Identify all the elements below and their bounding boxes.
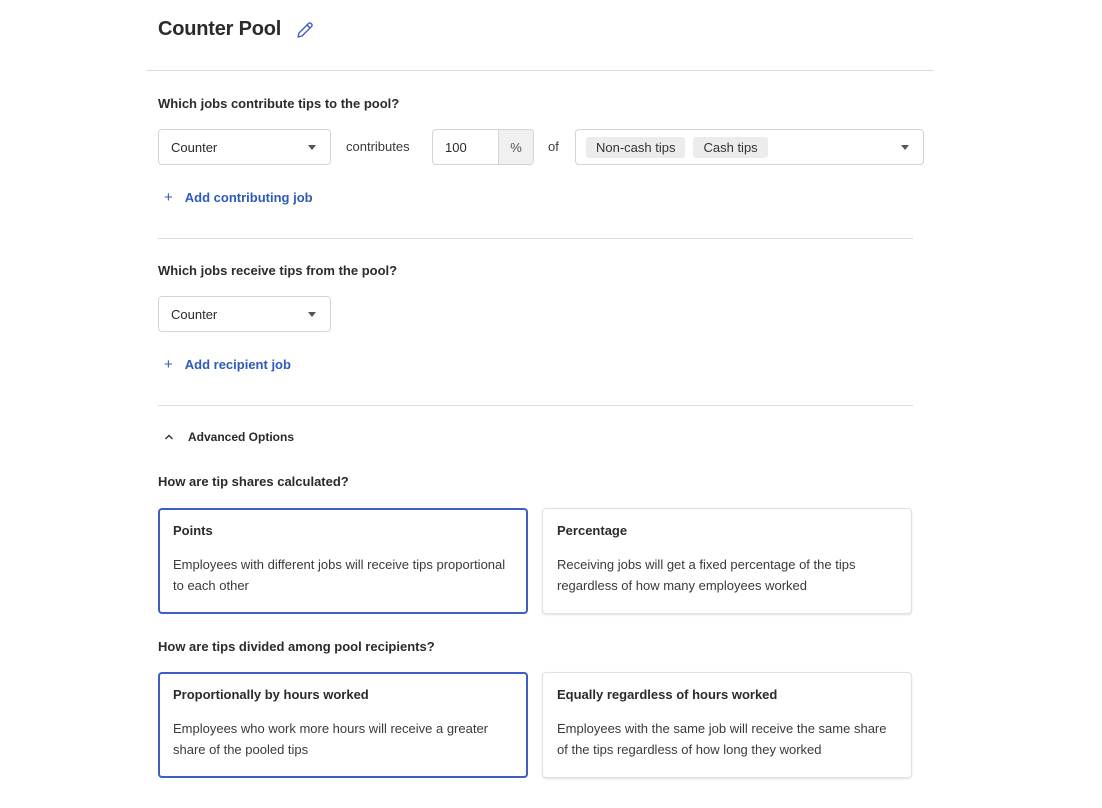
- add-contributing-job-label: Add contributing job: [184, 190, 313, 205]
- caret-down-icon: [308, 312, 316, 317]
- receive-question: Which jobs receive tips from the pool?: [158, 263, 398, 278]
- recipient-job-value: Counter: [171, 306, 218, 322]
- add-recipient-job-link[interactable]: [158, 356, 291, 373]
- chevron-up-icon: [164, 432, 174, 442]
- percent-input[interactable]: [432, 129, 534, 165]
- option-card-proportional[interactable]: [158, 672, 528, 778]
- page-title: Counter Pool: [158, 18, 282, 40]
- plus-icon: +: [164, 356, 173, 373]
- section-divider: [158, 405, 913, 406]
- caret-down-icon: [901, 145, 909, 150]
- advanced-options-toggle[interactable]: [158, 430, 294, 444]
- option-card-title: Equally regardless of hours worked: [557, 687, 778, 702]
- recipient-job-select[interactable]: [158, 296, 331, 332]
- option-card-desc: Employees who work more hours will receive a greater share of the pooled tips: [173, 721, 489, 757]
- percent-unit: %: [498, 130, 533, 164]
- section-divider: [158, 238, 913, 239]
- option-card-points[interactable]: [158, 508, 528, 614]
- option-card-percentage[interactable]: [542, 508, 912, 614]
- tip-type-chip: Non-cash tips: [586, 137, 685, 158]
- add-recipient-job-label: Add recipient job: [184, 357, 291, 372]
- option-card-title: Percentage: [557, 523, 628, 538]
- contributing-job-select[interactable]: [158, 129, 331, 165]
- contributing-job-value: Counter: [171, 139, 218, 155]
- of-label: of: [548, 139, 559, 154]
- divide-question: How are tips divided among pool recipients?: [158, 639, 435, 654]
- plus-icon: +: [164, 189, 173, 206]
- pencil-icon[interactable]: [294, 20, 316, 42]
- contribute-question: Which jobs contribute tips to the pool?: [158, 96, 400, 111]
- add-contributing-job-link[interactable]: [158, 189, 313, 206]
- calc-question: How are tip shares calculated?: [158, 474, 349, 489]
- option-card-equally[interactable]: [542, 672, 912, 778]
- contributes-label: contributes: [346, 139, 410, 154]
- header-divider: [146, 70, 934, 71]
- option-card-desc: Employees with the same job will receive the same share of the tips regardless of how long they worked: [557, 721, 887, 757]
- advanced-options-label: Advanced Options: [188, 430, 295, 444]
- percent-value[interactable]: 100: [445, 139, 467, 155]
- tip-types-select[interactable]: [575, 129, 924, 165]
- option-card-desc: Receiving jobs will get a fixed percentage of the tips regardless of how many employees worked: [557, 557, 856, 593]
- caret-down-icon: [308, 145, 316, 150]
- option-card-title: Proportionally by hours worked: [173, 687, 369, 702]
- option-card-desc: Employees with different jobs will receive tips proportional to each other: [173, 557, 506, 593]
- option-card-title: Points: [173, 523, 213, 538]
- tip-type-chip: Cash tips: [693, 137, 767, 158]
